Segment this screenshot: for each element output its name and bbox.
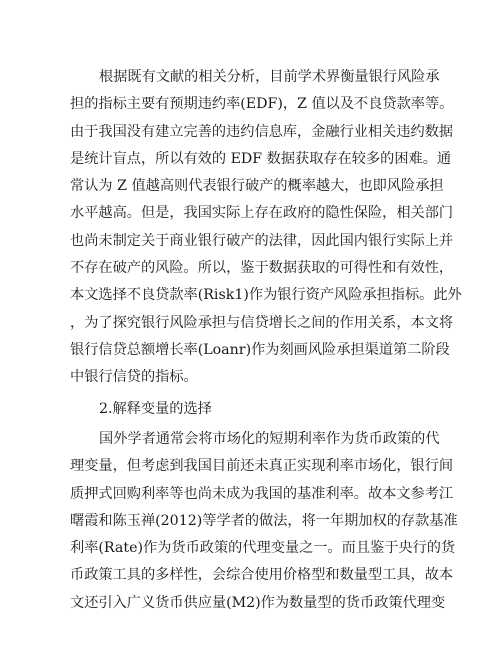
text-line: 水平越高。但是，我国实际上存在政府的隐性保险，相关部门 — [70, 205, 454, 222]
text-line: 担的指标主要有预期违约率(EDF)，Z 值以及不良贷款率等。 — [70, 96, 454, 113]
text-line: 由于我国没有建立完善的违约信息库，金融行业相关违约数据 — [70, 123, 454, 140]
text-line: 文还引入广义货币供应量(M2)作为数量型的货币政策代理变 — [70, 594, 446, 611]
text-line: 利率(Rate)作为货币政策的代理变量之一。而且鉴于央行的货 — [70, 540, 456, 557]
text-line: 也尚未制定关于商业银行破产的法律，因此国内银行实际上并 — [70, 232, 454, 249]
text-line: 是统计盲点，所以有效的 EDF 数据获取存在较多的困难。通 — [70, 150, 452, 167]
text-line: 不存在破产的风险。所以，鉴于数据获取的可得性和有效性， — [70, 260, 454, 277]
text-line: 本文选择不良贷款率(Risk1)作为银行资产风险承担指标。此外 — [70, 287, 462, 304]
text-line: 理变量，但考虑到我国目前还未真正实现利率市场化，银行间 — [70, 458, 454, 475]
text-line: 质押式回购利率等也尚未成为我国的基准利率。故本文参考江 — [70, 485, 454, 502]
paragraph-risk-indicator — [70, 64, 462, 392]
text-line: 曙霞和陈玉禅(2012)等学者的做法，将一年期加权的存款基准 — [70, 512, 458, 529]
text-line: ，为了探究银行风险承担与信贷增长之间的作用关系，本文将 — [70, 314, 454, 331]
text-line: 国外学者通常会将市场化的短期利率作为货币政策的代 — [99, 431, 440, 447]
text-line: 中银行信贷的指标。 — [70, 369, 198, 386]
text-line: 根据既有文献的相关分析，目前学术界衡量银行风险承 — [99, 69, 440, 85]
paragraph-explanatory-variable — [70, 426, 458, 617]
text-line: 常认为 Z 值越高则代表银行破产的概率越大，也即风险承担 — [70, 178, 444, 195]
section-heading: 2.解释变量的选择 — [99, 401, 212, 417]
text-line: 币政策工具的多样性，会综合使用价格型和数量型工具，故本 — [70, 567, 454, 584]
text-line: 银行信贷总额增长率(Loanr)作为刻画风险承担渠道第二阶段 — [70, 341, 450, 358]
